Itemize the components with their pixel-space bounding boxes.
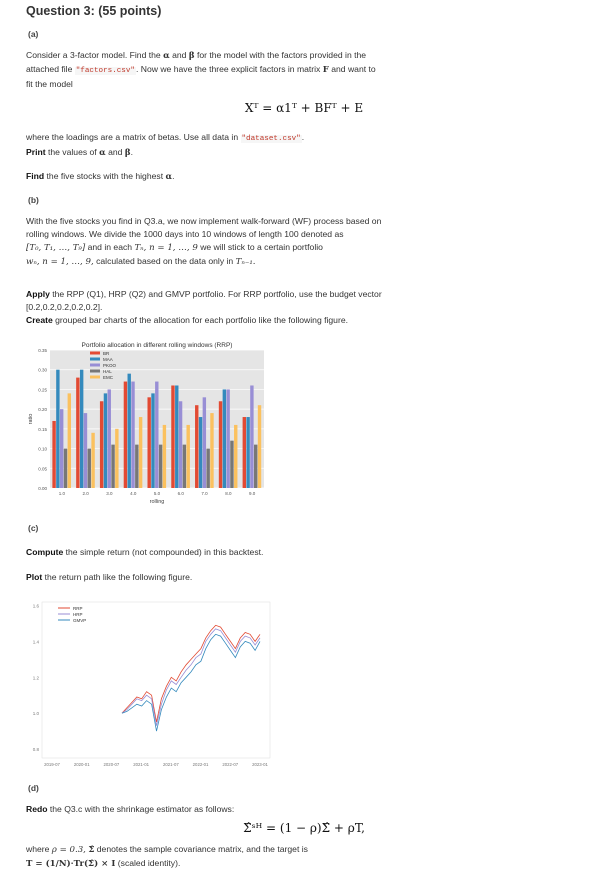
allocation-bar-chart xyxy=(26,338,276,508)
where-text: where xyxy=(26,844,50,854)
part-a-loadings: where the loadings are a matrix of betas. Use all data in "dataset.csv". Print the values of α and β. xyxy=(26,132,305,158)
windows-math: [T₀, T₁, …, T₉] xyxy=(26,243,86,253)
question-title: Question 3: (55 points) xyxy=(26,4,162,18)
bar xyxy=(139,417,142,488)
bar xyxy=(155,382,158,488)
redo-keyword: Redo xyxy=(26,804,48,814)
bar xyxy=(159,445,162,488)
line-legend-label: HRP xyxy=(73,612,83,617)
bar xyxy=(171,385,174,488)
bar-y-tick-label: 0.15 xyxy=(38,426,47,432)
bar xyxy=(68,393,71,488)
bar-legend-swatch xyxy=(90,364,100,367)
sigma-hat-math: Σ̂ xyxy=(88,845,95,855)
part-a-and: and xyxy=(172,50,187,60)
bar xyxy=(234,425,237,488)
period: . xyxy=(301,132,305,142)
bar xyxy=(108,389,111,488)
bar-y-axis-label: ratio xyxy=(28,413,34,425)
tn-1-math: Tₙ₋₁. xyxy=(235,257,256,267)
bar-y-tick-label: 0.30 xyxy=(38,367,47,373)
bar xyxy=(111,445,114,488)
bar xyxy=(80,370,83,488)
part-b-paragraph xyxy=(26,215,586,269)
part-b-line-3b: we will stick to a certain portfolio xyxy=(200,242,323,252)
alpha-symbol-3: α xyxy=(165,172,173,182)
bar xyxy=(128,374,131,488)
line-y-tick-label: 0.8 xyxy=(32,747,39,753)
plot-keyword: Plot xyxy=(26,572,43,582)
bar-legend-label: EMC xyxy=(103,375,113,380)
beta-symbol: β xyxy=(188,51,195,61)
line-x-tick-label: 2022-01 xyxy=(192,762,209,767)
bar xyxy=(186,425,189,488)
bar xyxy=(179,401,182,488)
bar-legend-label: MAA xyxy=(103,357,113,362)
line-y-tick-label: 1.6 xyxy=(32,603,39,609)
bar-legend-label: HAL xyxy=(103,369,112,374)
bar xyxy=(115,429,118,488)
alpha-symbol-2: α xyxy=(99,148,106,158)
bar xyxy=(64,449,67,488)
part-a-text-2: for the model with the factors provided in the xyxy=(196,50,367,60)
bar-legend-label: BR xyxy=(103,351,110,356)
apply-text: the RPP (Q1), HRP (Q2) and GMVP portfolio. For RRP portfolio, use the budget vector xyxy=(52,289,382,299)
bar xyxy=(203,397,206,488)
line-x-tick-label: 2022-07 xyxy=(222,762,239,767)
shrinkage-equation: Σ̂ˢᴴ = (1 − ρ)Σ̂ + ρT, xyxy=(243,821,365,835)
bar xyxy=(88,449,91,488)
part-a-text-4: . Now we have the three explicit factors in matrix xyxy=(135,64,321,74)
bar-y-tick-label: 0.25 xyxy=(38,387,47,393)
f-matrix-symbol: F xyxy=(322,65,329,75)
bar xyxy=(250,385,253,488)
redo-instruction xyxy=(26,803,586,816)
bar-x-tick-label: 6.0 xyxy=(177,491,184,496)
bar xyxy=(223,389,226,488)
bar-x-tick-label: 1.0 xyxy=(58,491,66,496)
bar-legend-swatch xyxy=(90,358,100,361)
return-path-line-chart xyxy=(26,596,276,772)
find-text: the five stocks with the highest xyxy=(46,171,164,181)
bar xyxy=(199,417,202,488)
part-b-line-4a: calculated based on the data only in xyxy=(96,256,234,266)
find-instruction: Find the five stocks with the highest α. xyxy=(26,171,175,182)
bar xyxy=(76,378,79,488)
bar-chart-title: Portfolio allocation in different rolling windows (RRP) xyxy=(81,342,233,349)
compute-text: the simple return (not compounded) in this backtest. xyxy=(65,547,264,557)
factors-file-name: "factors.csv" xyxy=(75,67,135,75)
line-y-tick-label: 1.0 xyxy=(32,711,39,717)
bar-x-tick-label: 4.0 xyxy=(130,491,137,496)
bar-legend-swatch xyxy=(90,370,100,373)
redo-text: the Q3.c with the shrinkage estimator as follows: xyxy=(49,804,235,814)
bar xyxy=(100,401,103,488)
print-and: and xyxy=(108,147,123,157)
bar xyxy=(175,385,178,488)
denotes-text: denotes the sample covariance matrix, and the target is xyxy=(96,844,308,854)
part-a-text-3: attached file xyxy=(26,64,73,74)
bar-y-tick-label: 0.00 xyxy=(38,486,47,491)
line-legend-label: GMVP xyxy=(73,618,87,623)
find-keyword: Find xyxy=(26,171,45,181)
rho-math: ρ = 0.3, xyxy=(51,845,86,855)
part-a-loadings-text: where the loadings are a matrix of betas. Use all data in xyxy=(26,132,239,142)
budget-vector: [0.2,0.2,0.2,0.2,0.2]. xyxy=(26,302,103,312)
tn-math: Tₙ, n = 1, …, 9 xyxy=(134,243,198,253)
bar xyxy=(91,433,94,488)
bar xyxy=(183,445,186,488)
bar xyxy=(52,421,55,488)
bar-y-tick-label: 0.10 xyxy=(38,446,47,452)
line-x-tick-label: 2021-07 xyxy=(162,762,179,767)
factor-model-equation: Xᵀ = α1ᵀ + BFᵀ + E xyxy=(244,101,364,115)
bar xyxy=(195,405,198,488)
bar xyxy=(60,409,63,488)
beta-symbol-2: β xyxy=(124,148,131,158)
part-d-label: (d) xyxy=(28,783,39,793)
create-text: grouped bar charts of the allocation for each portfolio like the following figure. xyxy=(55,315,348,325)
line-x-tick-label: 2023-01 xyxy=(252,762,268,767)
alpha-symbol: α xyxy=(163,51,170,61)
line-legend-label: RRP xyxy=(73,606,83,611)
dataset-file-name: "dataset.csv" xyxy=(241,135,301,143)
bar-legend-swatch xyxy=(90,352,100,355)
bar-x-tick-label: 3.0 xyxy=(106,491,113,496)
compute-keyword: Compute xyxy=(26,547,64,557)
bar xyxy=(147,397,150,488)
bar xyxy=(135,445,138,488)
part-c-label: (c) xyxy=(28,523,39,533)
bar xyxy=(210,413,213,488)
part-b-label: (b) xyxy=(28,195,39,205)
bar xyxy=(206,449,209,488)
plot-instruction xyxy=(26,571,586,584)
bar-x-axis-label: rolling xyxy=(149,499,165,505)
part-a-paragraph xyxy=(26,49,586,91)
part-b-line-1: With the five stocks you find in Q3.a, we now implement walk-forward (WF) process based on xyxy=(26,216,382,226)
bar-legend-swatch xyxy=(90,376,100,379)
print-text: the values of xyxy=(47,147,97,157)
bar xyxy=(151,393,154,488)
wn-math: wₙ, n = 1, …, 9, xyxy=(26,257,94,267)
bar xyxy=(254,445,257,488)
bar-y-tick-label: 0.35 xyxy=(38,348,47,353)
bar-x-tick-label: 7.0 xyxy=(201,491,208,496)
bar xyxy=(243,417,246,488)
line-y-tick-label: 1.2 xyxy=(32,675,39,681)
bar-x-tick-label: 8.0 xyxy=(225,491,232,496)
line-x-tick-label: 2020-07 xyxy=(103,762,120,767)
target-text: (scaled identity). xyxy=(117,858,181,868)
line-x-tick-label: 2020-01 xyxy=(73,762,90,767)
line-x-tick-label: 2021-01 xyxy=(133,762,150,767)
bar-x-tick-label: 9.0 xyxy=(248,491,256,496)
part-b-line-2: rolling windows. We divide the 1000 days into 10 windows of length 100 denoted as xyxy=(26,229,344,239)
line-x-tick-label: 2019-07 xyxy=(44,762,60,767)
bar xyxy=(104,393,107,488)
bar xyxy=(131,382,134,488)
apply-keyword: Apply xyxy=(26,289,50,299)
bar xyxy=(226,389,229,488)
plot-text: the return path like the following figure. xyxy=(44,572,193,582)
compute-instruction xyxy=(26,546,586,559)
bar xyxy=(219,401,222,488)
part-a-text-1: Consider a 3-factor model. Find the xyxy=(26,50,161,60)
line-plot-area xyxy=(42,602,270,758)
part-a-label: (a) xyxy=(28,29,39,39)
line-y-tick-label: 1.4 xyxy=(32,639,39,645)
part-d-definition xyxy=(26,843,586,871)
bar xyxy=(258,405,261,488)
part-a-text-5: and want to xyxy=(331,64,376,74)
bar xyxy=(124,382,127,488)
bar-y-tick-label: 0.20 xyxy=(38,407,47,413)
part-a-text-6: fit the model xyxy=(26,79,73,89)
bar xyxy=(84,413,87,488)
print-keyword: Print xyxy=(26,147,46,157)
bar xyxy=(56,370,59,488)
bar xyxy=(230,441,233,488)
part-b-apply xyxy=(26,288,586,327)
bar xyxy=(246,417,249,488)
target-math: T = (1/N)·Tr(Σ̂) × I xyxy=(26,859,116,869)
part-b-line-3a: and in each xyxy=(87,242,133,252)
bar-x-tick-label: 5.0 xyxy=(153,491,161,496)
create-keyword: Create xyxy=(26,315,53,325)
bar-x-tick-label: 2.0 xyxy=(82,491,89,496)
bar xyxy=(163,425,166,488)
bar-legend-label: PKOO xyxy=(103,363,117,368)
bar-y-tick-label: 0.05 xyxy=(38,466,47,472)
